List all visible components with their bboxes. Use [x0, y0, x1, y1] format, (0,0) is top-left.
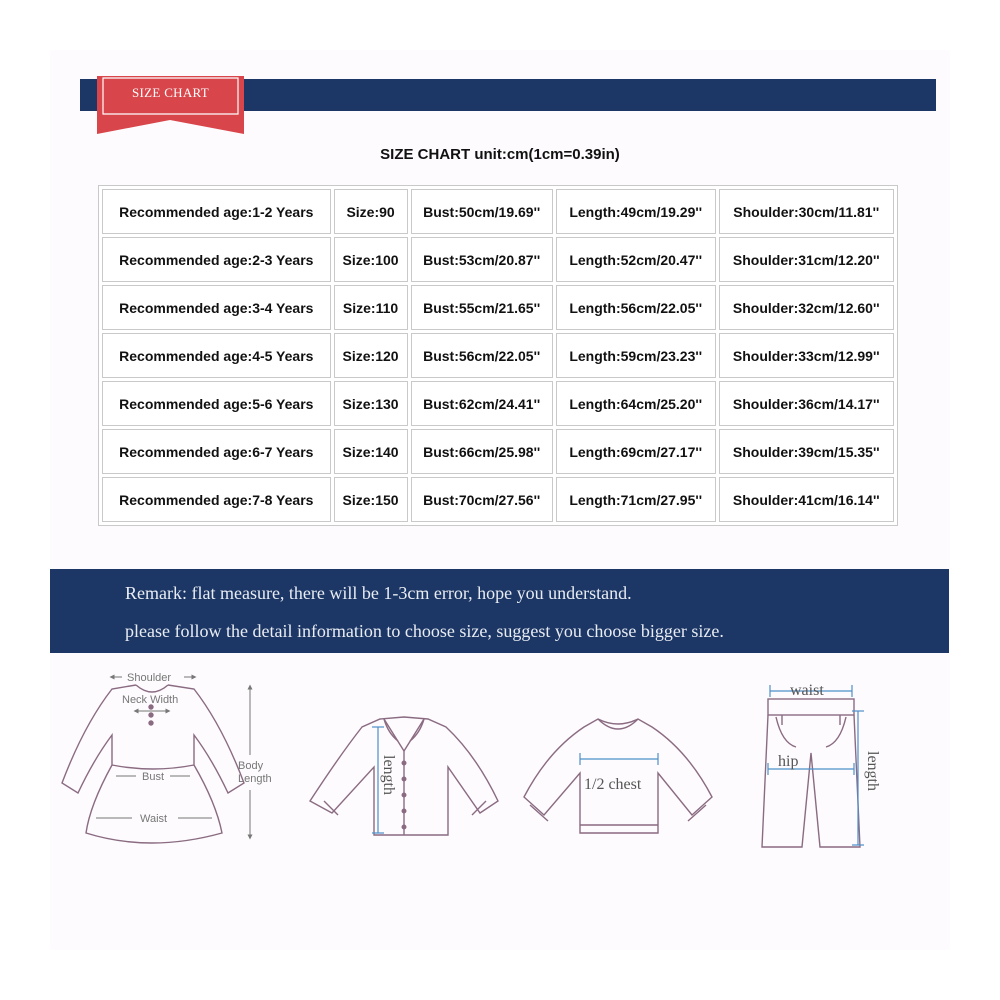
age-cell: Recommended age:5-6 Years: [102, 381, 331, 426]
shoulder-cell: Shoulder:33cm/12.99'': [719, 333, 894, 378]
bust-cell: Bust:55cm/21.65'': [411, 285, 553, 330]
sweater-chest-label: 1/2 chest: [584, 776, 642, 793]
size-cell: Size:110: [334, 285, 408, 330]
pants-diagram: [762, 699, 860, 847]
table-row: [102, 477, 894, 522]
dress-shoulder-label: Shoulder: [127, 672, 172, 684]
length-cell: Length:69cm/27.17'': [556, 429, 716, 474]
age-cell: Recommended age:6-7 Years: [102, 429, 331, 474]
bust-cell: Bust:50cm/19.69'': [411, 189, 553, 234]
size-cell: Size:100: [334, 237, 408, 282]
dress-waist-label: Waist: [140, 813, 168, 825]
age-cell: Recommended age:1-2 Years: [102, 189, 331, 234]
size-cell: Size:130: [334, 381, 408, 426]
chart-title: SIZE CHART unit:cm(1cm=0.39in): [380, 146, 620, 163]
shoulder-cell: Shoulder:36cm/14.17'': [719, 381, 894, 426]
pants-length-label: length: [864, 751, 881, 791]
length-cell: Length:64cm/25.20'': [556, 381, 716, 426]
size-table: [98, 185, 898, 526]
size-cell: Size:90: [334, 189, 408, 234]
age-cell: Recommended age:4-5 Years: [102, 333, 331, 378]
shoulder-cell: Shoulder:39cm/15.35'': [719, 429, 894, 474]
table-row: [102, 237, 894, 282]
shoulder-cell: Shoulder:31cm/12.20'': [719, 237, 894, 282]
length-cell: Length:49cm/19.29'': [556, 189, 716, 234]
remark-line-2: please follow the detail information to choose size, suggest you choose bigger size.: [125, 621, 724, 641]
dress-neck-width-label: Neck Width: [122, 694, 179, 706]
shoulder-cell: Shoulder:30cm/11.81'': [719, 189, 894, 234]
dress-bust-label: Bust: [142, 771, 165, 783]
bust-cell: Bust:56cm/22.05'': [411, 333, 553, 378]
length-cell: Length:71cm/27.95'': [556, 477, 716, 522]
shirt-length-label: length: [380, 755, 397, 795]
age-cell: Recommended age:7-8 Years: [102, 477, 331, 522]
bust-cell: Bust:66cm/25.98'': [411, 429, 553, 474]
size-chart-badge-label: SIZE CHART: [132, 85, 209, 100]
sweater-measure-line: [580, 753, 658, 765]
age-cell: Recommended age:2-3 Years: [102, 237, 331, 282]
bust-cell: Bust:53cm/20.87'': [411, 237, 553, 282]
table-row: [102, 381, 894, 426]
shirt-diagram: [310, 717, 498, 835]
table-row: [102, 429, 894, 474]
table-row: [102, 189, 894, 234]
pants-hip-label: hip: [778, 753, 799, 770]
pants-waist-label: waist: [790, 682, 824, 699]
size-cell: Size:120: [334, 333, 408, 378]
dress-length-label: Length: [238, 773, 272, 785]
length-cell: Length:56cm/22.05'': [556, 285, 716, 330]
shoulder-cell: Shoulder:41cm/16.14'': [719, 477, 894, 522]
size-cell: Size:150: [334, 477, 408, 522]
table-row: [102, 285, 894, 330]
bust-cell: Bust:62cm/24.41'': [411, 381, 553, 426]
age-cell: Recommended age:3-4 Years: [102, 285, 331, 330]
dress-body-label: Body: [238, 760, 264, 772]
bust-cell: Bust:70cm/27.56'': [411, 477, 553, 522]
remark-line-1: Remark: flat measure, there will be 1-3cm error, hope you understand.: [125, 583, 632, 603]
length-cell: Length:52cm/20.47'': [556, 237, 716, 282]
table-row: [102, 333, 894, 378]
size-cell: Size:140: [334, 429, 408, 474]
shoulder-cell: Shoulder:32cm/12.60'': [719, 285, 894, 330]
length-cell: Length:59cm/23.23'': [556, 333, 716, 378]
measurement-diagrams: [0, 655, 1000, 895]
